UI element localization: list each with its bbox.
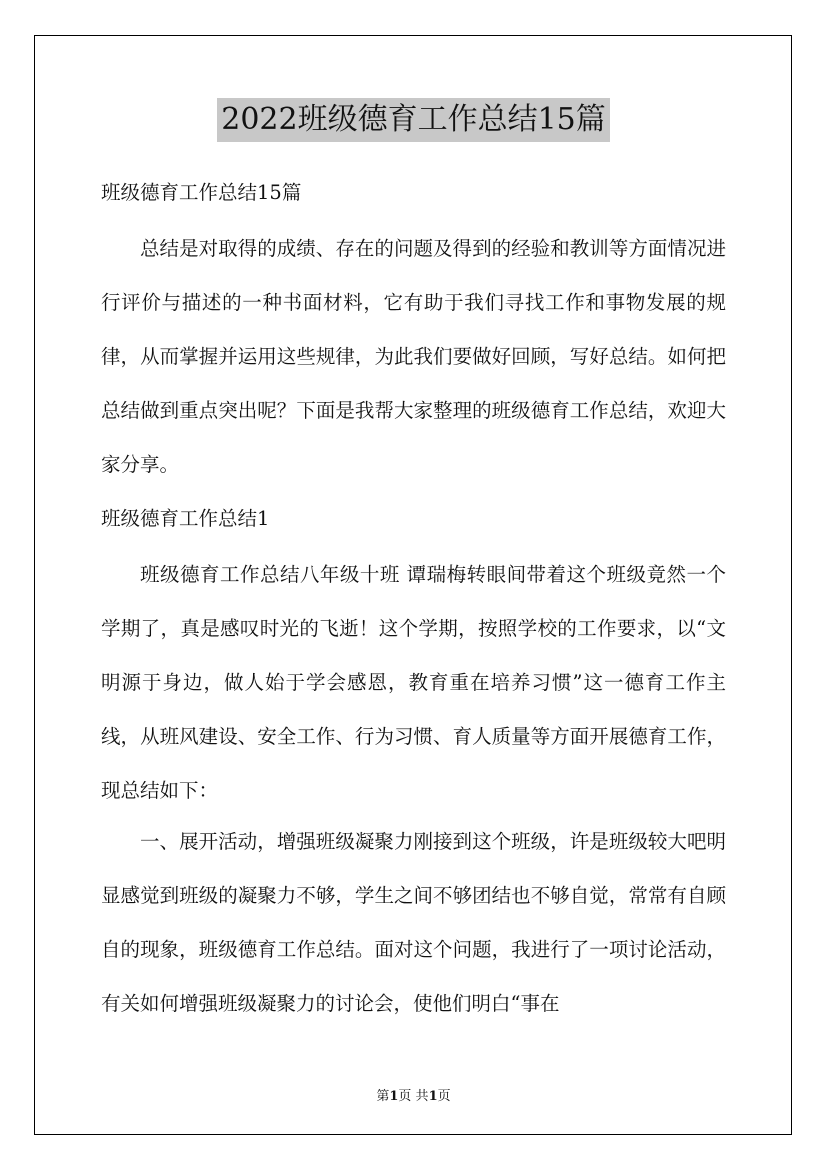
- document-title-wrap: [0, 98, 827, 142]
- page-footer: [0, 1085, 827, 1104]
- body-paragraph-1: 班级德育工作总结八年级十班 谭瑞梅转眼间带着这个班级竟然一个学期了，真是感叹时光的飞逝！这个学期，按照学校的工作要求，以“文明源于身边，做人始于学会感恩，教育重在培养习惯”这一德育工作主线，从班风建设、安全工作、行为习惯、育人质量等方面开展德育工作，现总结如下：: [101, 563, 726, 802]
- body-paragraph-2: 一、展开活动，增强班级凝聚力刚接到这个班级，许是班级较大吧明显感觉到班级的凝聚力不够，学生之间不够团结也不够自觉，常常有自顾自的现象，班级德育工作总结。面对这个问题，我进行了一项讨论活动，有关如何增强班级凝聚力的讨论会，使他们明白“事在: [101, 830, 726, 1015]
- document-title: 2022班级德育工作总结15篇: [217, 98, 610, 142]
- section-heading: 班级德育工作总结1: [101, 507, 270, 530]
- footer-total-pages: 1: [428, 1089, 438, 1104]
- footer-page-mid: 页 共: [398, 1089, 429, 1104]
- footer-page-prefix: 第: [376, 1089, 390, 1104]
- footer-page-suffix: 页: [437, 1089, 451, 1104]
- footer-page-number: 1: [389, 1089, 399, 1104]
- subtitle: 班级德育工作总结15篇: [101, 181, 302, 204]
- intro-paragraph: 总结是对取得的成绩、存在的问题及得到的经验和教训等方面情况进行评价与描述的一种书面材料，它有助于我们寻找工作和事物发展的规律，从而掌握并运用这些规律，为此我们要做好回顾，写好总结。如何把总结做到重点突出呢？下面是我帮大家整理的班级德育工作总结，欢迎大家分享。: [101, 237, 726, 476]
